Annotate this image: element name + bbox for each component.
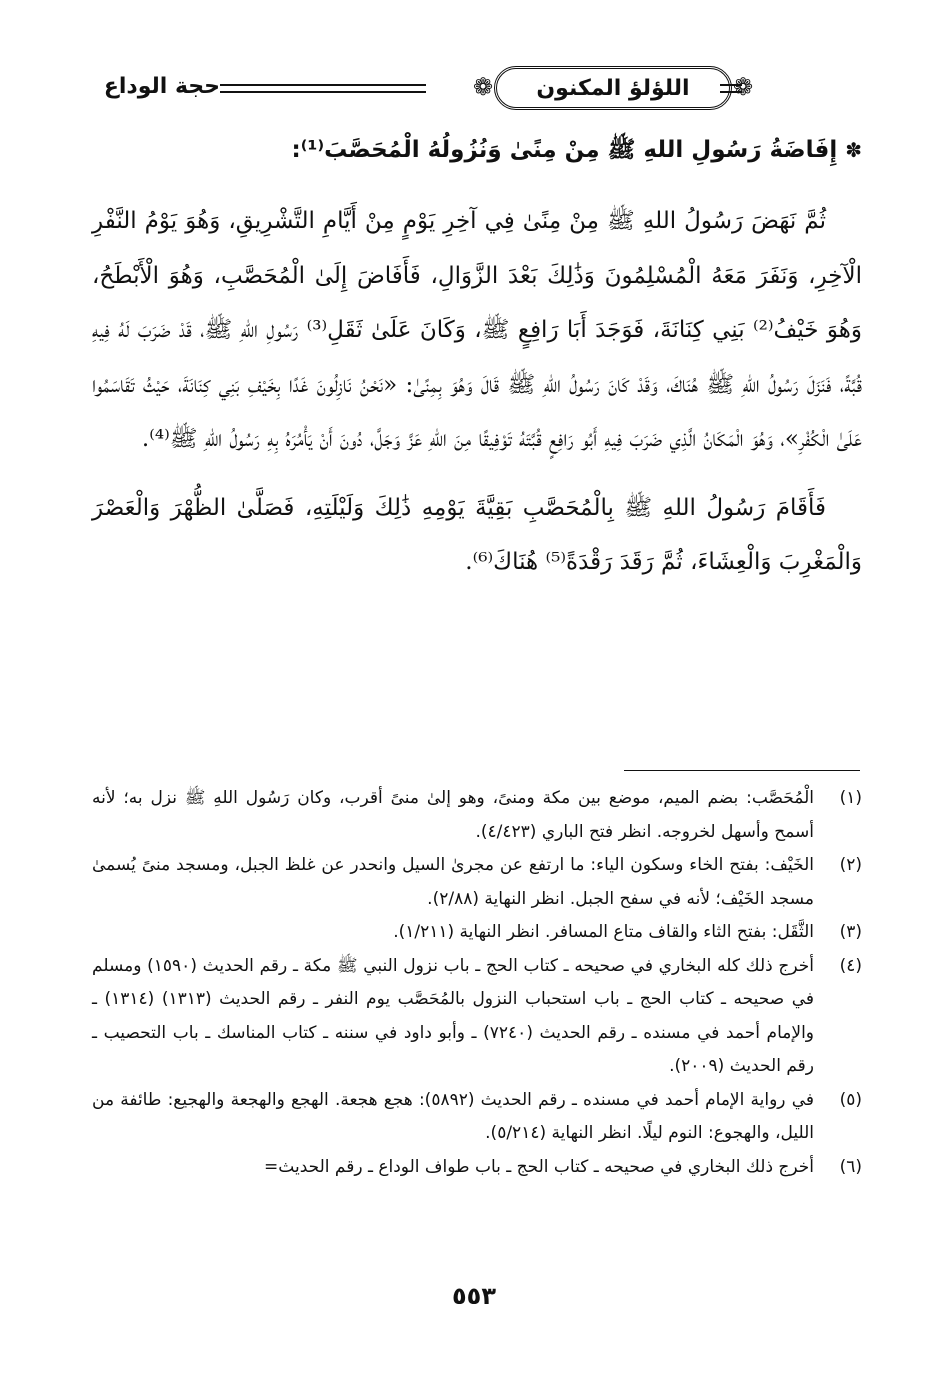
footnote-number: (٥) — [839, 1089, 862, 1110]
paragraph: فَأَقَامَ رَسُولُ اللهِ ﷺ بِالْمُحَصَّبِ بَقِيَّةَ يَوْمِهِ ذَٰلِكَ وَلَيْلَتِهِ، فَصَلَّىٰ الظُّهْرَ وَالْعَصْرَ وَالْمَغْرِبَ وَالْعِشَاءَ، ثُمَّ رَقَدَ رَقْدَةً⁽⁵⁾ هُنَاكَ⁽⁶⁾. — [92, 494, 862, 575]
footnote-separator — [624, 770, 860, 771]
section-heading-text: إِفَاضَةُ رَسُولِ اللهِ ﷺ مِنْ مِنًىٰ وَنُزُولُهُ الْمُحَصَّبَ⁽¹⁾: — [291, 137, 838, 163]
footnote-text: الثَّقَل: بفتح الثاء والقاف متاع المسافر. انظر النهاية (١/٢١١). — [393, 922, 814, 942]
ornament-icon: ❁ — [732, 73, 754, 101]
footnote-number: (٣) — [839, 922, 862, 942]
footnote-number: (٤) — [839, 955, 862, 976]
footnote-number: (١) — [839, 788, 862, 808]
book-title: اللؤلؤ المكنون — [536, 75, 690, 101]
footnote-text: الخَيْف: بفتح الخاء وسكون الياء: ما ارتفع عن مجرىٰ السيل وانحدر عن غلظ الجبل، ومسجد منىً يُسمىٰ مسجد الخَيْف؛ لأنه في سفح الجبل. انظر النهاية (٢/٨٨). — [92, 855, 814, 909]
footnotes — [92, 782, 862, 1184]
flower-bullet-icon: ✽ — [845, 138, 862, 162]
footnote — [92, 1151, 862, 1185]
footnote-text: الْمُحَصَّب: بضم الميم، موضع بين مكة ومنىً، وهو إلىٰ منىً أقرب، وكان رَسُول اللهِ ﷺ نزل به؛ لأنه أسمح وأسهل لخروجه. انظر فتح الباري (٤/٤٢٣). — [92, 788, 814, 842]
page-number: ٥٥٣ — [452, 1282, 496, 1310]
footnote — [92, 782, 862, 849]
section-heading — [92, 128, 862, 172]
footnote — [92, 1084, 862, 1151]
header-rule-left — [220, 84, 426, 93]
running-header — [92, 58, 860, 118]
main-text — [92, 128, 862, 604]
header-rule-right — [720, 84, 742, 93]
footnote-text: في رواية الإمام أحمد في مسنده ـ رقم الحديث (٥٨٩٢): هجع هجعة. الهجع والهجعة والهجيع: طائفة من الليل، والهجوع: النوم ليلًا. انظر النهاية (٥/٢١٤). — [92, 1089, 814, 1143]
chapter-title: حجة الوداع — [103, 74, 220, 99]
footnote — [92, 849, 862, 916]
footnote-number: (٦) — [839, 1156, 862, 1177]
paragraph: ثُمَّ نَهَضَ رَسُولُ اللهِ ﷺ مِنْ مِنًىٰ فِي آخِرِ يَوْمٍ مِنْ أَيَّامِ التَّشْرِيقِ، وَهُوَ يَوْمُ النَّفْرِ الْآخِرِ، وَنَفَرَ مَعَهُ الْمُسْلِمُونَ وَذَٰلِكَ بَعْدَ الزَّوَالِ، فَأَفَاضَ إِلَىٰ الْمُحَصَّبِ، وَهُوَ الْأَبْطَحُ، وَهُوَ خَيْفُ⁽²⁾ بَنِي كِنَانَةَ، فَوَجَدَ أَبَا رَافِعٍ ﷺ، وَكَانَ عَلَىٰ ثَقَلِ⁽³⁾ رَسُولِ اللهِ ﷺ، قَدْ ضَرَبَ لَهُ فِيهِ قُبَّةً، فَنَزَلَ رَسُولُ اللهِ ﷺ هُنَاكَ، وَقَدْ كَانَ رَسُولُ اللهِ ﷺ قَالَ وَهُوَ بِمِنًىٰ: «نَحْنُ نَازِلُونَ غَدًا بِخَيْفِ بَنِي كِنَانَةَ، حَيْثُ تَقَاسَمُوا عَلَىٰ الْكُفْرِ»، وَهُوَ الْمَكَانُ الَّذِي ضَرَبَ فِيهِ أَبُو رَافِعٍ قُبَّتَهُ تَوْفِيقًا مِنَ اللهِ عَزَّ وَجَلَّ، دُونَ أَنْ يَأْمُرَهُ بِهِ رَسُولُ اللهِ ﷺ⁽⁴⁾. — [92, 208, 862, 452]
book-title-cartouche — [472, 58, 754, 118]
footnote-text: أخرج ذلك البخاري في صحيحه ـ كتاب الحج ـ باب طواف الوداع ـ رقم الحديث= — [264, 1156, 814, 1177]
footnote-number: (٢) — [839, 855, 862, 875]
footnote-text: أخرج ذلك كله البخاري في صحيحه ـ كتاب الحج ـ باب نزول النبي ﷺ مكة ـ رقم الحديث (١٥٩٠) ومسلم في صحيحه ـ كتاب الحج ـ باب استحباب النزول بالمُحَصَّب يوم النفر ـ رقم الحديث (١٣١٣) (١٣١٤) ـ والإمام أحمد في مسنده ـ رقم الحديث (٧٢٤٠) ـ وأبو داود في سننه ـ كتاب المناسك ـ باب التحصيب ـ رقم الحديث (٢٠٠٩). — [92, 955, 814, 1076]
ornament-icon: ❁ — [472, 73, 494, 101]
footnote — [92, 950, 862, 1084]
footnote — [92, 916, 862, 950]
